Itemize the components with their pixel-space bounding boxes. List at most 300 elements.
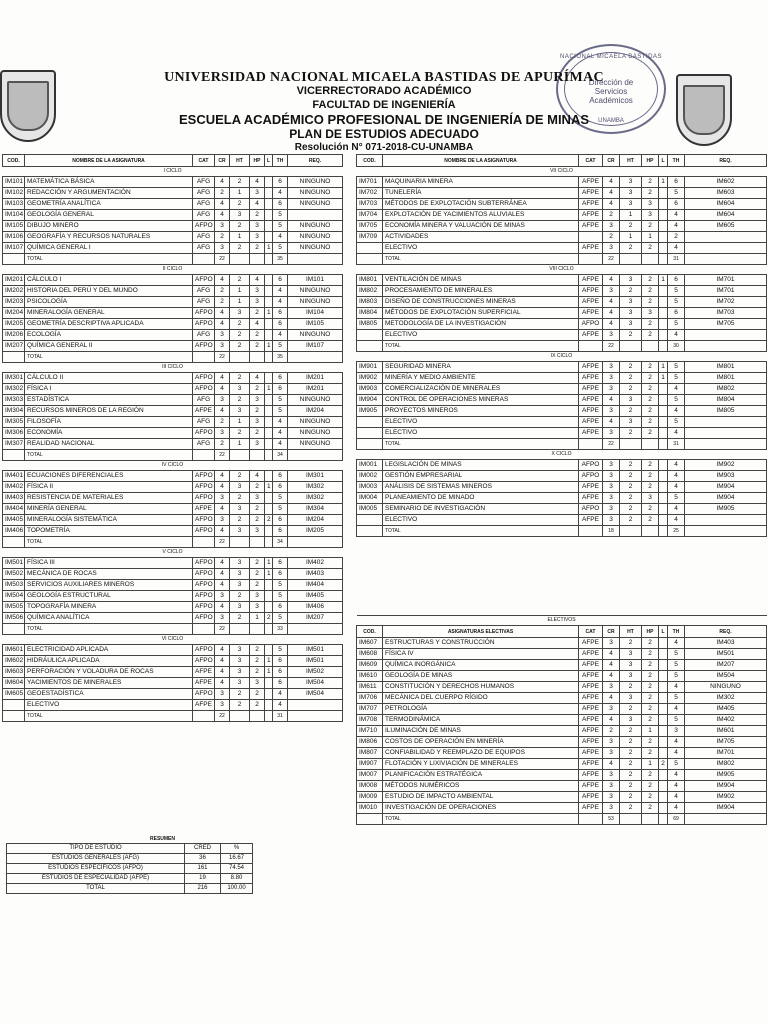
course-row [357, 221, 767, 232]
course-category: AFPO [193, 580, 215, 591]
header-course-code: COD. [357, 626, 383, 638]
course-code: IM007 [357, 770, 383, 781]
course-name: HISTORIA DEL PERÚ Y DEL MUNDO [25, 286, 193, 297]
theory-hours: 3 [230, 558, 250, 569]
header-prerequisite: REQ. [685, 626, 767, 638]
practice-hours: 3 [250, 395, 265, 406]
total-hours: 4 [273, 428, 288, 439]
course-category: AFPO [193, 471, 215, 482]
prerequisite: IM504 [685, 671, 767, 682]
prerequisite: IM204 [288, 515, 343, 526]
course-category: AFPO [579, 319, 603, 330]
prerequisite: IM201 [288, 384, 343, 395]
total-category [579, 526, 603, 537]
total-hours: 6 [273, 515, 288, 526]
theory-hours: 1 [230, 439, 250, 450]
course-code: IM404 [3, 504, 25, 515]
total-code [3, 537, 25, 548]
total-practice [250, 450, 265, 461]
credits: 3 [603, 737, 620, 748]
cycle-label: IV CICLO [3, 461, 343, 471]
course-code: IM403 [3, 493, 25, 504]
total-lab [265, 624, 273, 635]
practice-hours: 2 [250, 406, 265, 417]
total-hours: 33 [273, 624, 288, 635]
course-row [357, 428, 767, 439]
total-theory [620, 526, 642, 537]
course-name: FÍSICA II [25, 482, 193, 493]
lab-hours [659, 770, 668, 781]
practice-hours: 2 [250, 243, 265, 254]
header-practice-hours: HP [642, 626, 659, 638]
faculty-name: FACULTAD DE INGENIERÍA [312, 99, 456, 111]
total-row [3, 254, 343, 265]
credits: 4 [215, 580, 230, 591]
course-code: IM105 [3, 221, 25, 232]
total-label: TOTAL [383, 814, 579, 825]
prerequisite: IM105 [288, 319, 343, 330]
prerequisite: IM403 [685, 638, 767, 649]
course-name: ELECTIVO [383, 428, 579, 439]
lab-hours [659, 243, 668, 254]
course-name: PERFORACIÓN Y VOLADURA DE ROCAS [25, 667, 193, 678]
credits: 3 [215, 221, 230, 232]
course-row [3, 569, 343, 580]
theory-hours: 2 [620, 803, 642, 814]
total-code [357, 439, 383, 450]
course-code: IM601 [3, 645, 25, 656]
course-code: IM902 [357, 373, 383, 384]
course-name: GEOMETRÍA ANALÍTICA [25, 199, 193, 210]
practice-hours: 4 [250, 275, 265, 286]
prerequisite: IM302 [685, 693, 767, 704]
course-code: IM009 [357, 792, 383, 803]
course-code: IM701 [357, 177, 383, 188]
prerequisite: IM405 [685, 704, 767, 715]
total-label: TOTAL [25, 711, 193, 722]
practice-hours: 2 [642, 286, 659, 297]
theory-hours: 2 [230, 591, 250, 602]
total-lab [659, 341, 668, 352]
practice-hours: 2 [642, 417, 659, 428]
summary-row [7, 874, 253, 884]
school-name: ESCUELA ACADÉMICO PROFESIONAL DE INGENIERÍA DE MINAS [178, 112, 589, 127]
lab-hours: 2 [265, 613, 273, 624]
total-hours: 6 [273, 482, 288, 493]
course-name: CONSTITUCIÓN Y DERECHOS HUMANOS [383, 682, 579, 693]
theory-hours: 2 [620, 792, 642, 803]
prerequisite: IM502 [288, 667, 343, 678]
theory-hours: 2 [620, 737, 642, 748]
course-code: IM903 [357, 384, 383, 395]
cycle-heading-row [357, 616, 767, 626]
theory-hours: 2 [620, 770, 642, 781]
course-row [3, 319, 343, 330]
total-hours: 4 [668, 704, 685, 715]
course-row [357, 493, 767, 504]
prerequisite: IM705 [685, 737, 767, 748]
course-name: GEOESTADÍSTICA [25, 689, 193, 700]
total-hours: 4 [668, 460, 685, 471]
total-theory [230, 450, 250, 461]
course-name: EXPLOTACIÓN DE YACIMIENTOS ALUVIALES [383, 210, 579, 221]
course-code: IM506 [3, 613, 25, 624]
total-hours: 5 [273, 493, 288, 504]
theory-hours: 2 [230, 613, 250, 624]
course-code: IM802 [357, 286, 383, 297]
prerequisite: NINGUNO [288, 417, 343, 428]
credits: 4 [215, 678, 230, 689]
credits: 3 [603, 221, 620, 232]
total-hours: 4 [668, 792, 685, 803]
header-practice-hours: HP [642, 155, 659, 167]
course-name: ESTADÍSTICA [25, 395, 193, 406]
course-name: GESTIÓN EMPRESARIAL [383, 471, 579, 482]
practice-hours: 2 [642, 803, 659, 814]
credits: 2 [215, 188, 230, 199]
theory-hours: 1 [620, 232, 642, 243]
total-hours: 5 [668, 759, 685, 770]
total-practice [642, 526, 659, 537]
course-row [3, 493, 343, 504]
lab-hours [659, 210, 668, 221]
course-name: MINERÍA GENERAL [25, 504, 193, 515]
total-lab [659, 254, 668, 265]
course-code: IM611 [357, 682, 383, 693]
credits: 3 [603, 803, 620, 814]
total-hours: 4 [668, 384, 685, 395]
lab-hours: 1 [265, 308, 273, 319]
total-req [288, 254, 343, 265]
course-code: IM103 [3, 199, 25, 210]
cycle-label: X CICLO [357, 450, 767, 460]
lab-hours [659, 792, 668, 803]
course-code: IM302 [3, 384, 25, 395]
course-code: IM604 [3, 678, 25, 689]
course-category: AFPO [193, 656, 215, 667]
course-row [3, 526, 343, 537]
total-hours: 4 [273, 286, 288, 297]
credits: 3 [215, 493, 230, 504]
total-credits: 53 [603, 814, 620, 825]
practice-hours: 2 [250, 580, 265, 591]
course-code: IM004 [357, 493, 383, 504]
lab-hours [265, 297, 273, 308]
course-row [357, 704, 767, 715]
practice-hours: 3 [250, 602, 265, 613]
total-code [3, 624, 25, 635]
lab-hours [659, 482, 668, 493]
practice-hours: 2 [642, 638, 659, 649]
theory-hours: 3 [620, 308, 642, 319]
course-name: METODOLOGÍA DE LA INVESTIGACIÓN [383, 319, 579, 330]
lab-hours: 1 [265, 656, 273, 667]
total-hours: 6 [273, 602, 288, 613]
prerequisite: IM705 [685, 319, 767, 330]
credits: 3 [603, 286, 620, 297]
course-row [3, 199, 343, 210]
theory-hours: 2 [230, 275, 250, 286]
total-row [357, 526, 767, 537]
total-hours: 6 [273, 656, 288, 667]
theory-hours: 2 [230, 199, 250, 210]
total-hours: 5 [273, 406, 288, 417]
total-label: TOTAL [383, 439, 579, 450]
total-hours: 4 [668, 243, 685, 254]
credits: 4 [215, 558, 230, 569]
summary-study-type: TOTAL [7, 884, 185, 894]
total-hours: 4 [668, 803, 685, 814]
summary-study-type: ESTUDIOS DE ESPECIALIDAD (AFPE) [7, 874, 185, 884]
credits: 3 [215, 515, 230, 526]
total-lab [265, 352, 273, 363]
total-practice [250, 537, 265, 548]
practice-hours: 2 [250, 656, 265, 667]
practice-hours: 2 [642, 737, 659, 748]
credits: 3 [215, 341, 230, 352]
credits: 3 [215, 689, 230, 700]
course-name: SEMINARIO DE INVESTIGACIÓN [383, 504, 579, 515]
credits: 3 [603, 428, 620, 439]
prerequisite: IM602 [685, 177, 767, 188]
total-hours: 6 [668, 275, 685, 286]
credits: 3 [603, 504, 620, 515]
prerequisite: IM701 [685, 275, 767, 286]
course-category: AFPO [193, 308, 215, 319]
lab-hours [265, 428, 273, 439]
course-category: AFPO [579, 471, 603, 482]
lab-hours [265, 210, 273, 221]
lab-hours [659, 417, 668, 428]
total-row [3, 352, 343, 363]
course-row [357, 188, 767, 199]
lab-hours [265, 493, 273, 504]
total-hours: 34 [273, 537, 288, 548]
practice-hours: 2 [250, 558, 265, 569]
cycle-heading-row [3, 363, 343, 373]
lab-hours [659, 308, 668, 319]
lab-hours [265, 471, 273, 482]
summary-header-credits: CRED [185, 844, 221, 854]
course-code: IM008 [357, 781, 383, 792]
course-row [3, 286, 343, 297]
cycle-label: III CICLO [3, 363, 343, 373]
total-credits: 22 [603, 341, 620, 352]
prerequisite: NINGUNO [288, 243, 343, 254]
course-category: AFPE [579, 726, 603, 737]
total-req [685, 814, 767, 825]
lab-hours [659, 330, 668, 341]
prerequisite [685, 428, 767, 439]
lab-hours [265, 602, 273, 613]
course-code: IM704 [357, 210, 383, 221]
course-name: MINERÍA Y MEDIO AMBIENTE [383, 373, 579, 384]
course-row [357, 671, 767, 682]
course-name: FÍSICA III [25, 558, 193, 569]
course-code: IM702 [357, 188, 383, 199]
practice-hours: 2 [250, 482, 265, 493]
course-name: ELECTIVO [383, 330, 579, 341]
credits: 4 [215, 471, 230, 482]
summary-credits: 19 [185, 874, 221, 884]
prerequisite: IM207 [685, 660, 767, 671]
course-name: CÁLCULO I [25, 275, 193, 286]
course-code: IM907 [357, 759, 383, 770]
lab-hours [659, 493, 668, 504]
cycle-label: VIII CICLO [357, 265, 767, 275]
prerequisite: IM902 [685, 792, 767, 803]
course-category: AFPE [579, 297, 603, 308]
course-name: VENTILACIÓN DE MINAS [383, 275, 579, 286]
summary-header-row [7, 844, 253, 854]
course-category: AFPE [579, 493, 603, 504]
total-practice [642, 254, 659, 265]
course-category: AFPE [579, 748, 603, 759]
course-name: PLANEAMIENTO DE MINADO [383, 493, 579, 504]
header-course-category: CAT [579, 155, 603, 167]
course-category: AFPE [579, 286, 603, 297]
course-category: AFPE [579, 275, 603, 286]
total-code [3, 352, 25, 363]
total-credits: 22 [215, 450, 230, 461]
prerequisite [685, 330, 767, 341]
practice-hours: 3 [250, 221, 265, 232]
course-name: MATEMÁTICA BÁSICA [25, 177, 193, 188]
course-code: IM204 [3, 308, 25, 319]
course-row [3, 515, 343, 526]
course-name: FILOSOFÍA [25, 417, 193, 428]
header-theory-hours: HT [620, 626, 642, 638]
total-req [685, 439, 767, 450]
course-row [357, 737, 767, 748]
theory-hours: 3 [230, 645, 250, 656]
prerequisite: IM301 [288, 471, 343, 482]
theory-hours: 1 [230, 188, 250, 199]
course-category: AFPO [193, 428, 215, 439]
course-row [357, 660, 767, 671]
course-row [357, 319, 767, 330]
course-row [357, 693, 767, 704]
course-code [3, 700, 25, 711]
course-code: IM405 [3, 515, 25, 526]
course-code: IM504 [3, 591, 25, 602]
course-code [357, 330, 383, 341]
total-category [193, 537, 215, 548]
theory-hours: 2 [230, 330, 250, 341]
prerequisite: IM804 [685, 395, 767, 406]
table-header-row [357, 155, 767, 167]
prerequisite: NINGUNO [288, 232, 343, 243]
practice-hours: 3 [250, 526, 265, 537]
prerequisite: IM501 [685, 649, 767, 660]
theory-hours: 3 [230, 569, 250, 580]
credits: 3 [603, 781, 620, 792]
course-code: IM303 [3, 395, 25, 406]
prerequisite: IM802 [685, 759, 767, 770]
credits: 4 [215, 482, 230, 493]
course-code: IM905 [357, 406, 383, 417]
lab-hours [659, 504, 668, 515]
theory-hours: 3 [620, 660, 642, 671]
course-code: IM709 [357, 232, 383, 243]
theory-hours: 3 [230, 406, 250, 417]
lab-hours [265, 286, 273, 297]
course-name: HIDRÁULICA APLICADA [25, 656, 193, 667]
prerequisite [288, 210, 343, 221]
lab-hours [265, 678, 273, 689]
prerequisite: IM702 [685, 297, 767, 308]
course-row [3, 580, 343, 591]
lab-hours: 1 [659, 373, 668, 384]
lab-hours [659, 199, 668, 210]
course-code: IM501 [3, 558, 25, 569]
lab-hours: 1 [659, 362, 668, 373]
theory-hours: 2 [230, 243, 250, 254]
theory-hours: 2 [620, 330, 642, 341]
lab-hours [265, 526, 273, 537]
theory-hours: 2 [230, 689, 250, 700]
course-code: IM804 [357, 308, 383, 319]
curriculum-table-left [2, 154, 343, 722]
header-course-name: NOMBRE DE LA ASIGNATURA [25, 155, 193, 167]
practice-hours: 3 [642, 210, 659, 221]
prerequisite: IM902 [685, 460, 767, 471]
credits: 4 [603, 671, 620, 682]
course-category: AFPO [193, 319, 215, 330]
course-row [357, 515, 767, 526]
lab-hours: 1 [265, 558, 273, 569]
total-credits: 18 [603, 526, 620, 537]
theory-hours: 3 [620, 693, 642, 704]
summary-header-type: TIPO DE ESTUDIO [7, 844, 185, 854]
course-category: AFG [193, 210, 215, 221]
theory-hours: 3 [230, 384, 250, 395]
practice-hours: 2 [250, 308, 265, 319]
course-category: AFPE [579, 308, 603, 319]
total-hours: 5 [668, 715, 685, 726]
lab-hours [265, 689, 273, 700]
course-name: ELECTIVO [383, 417, 579, 428]
course-category: AFPE [579, 671, 603, 682]
theory-hours: 2 [620, 428, 642, 439]
practice-hours: 1 [250, 613, 265, 624]
theory-hours: 1 [230, 297, 250, 308]
theory-hours: 3 [620, 319, 642, 330]
practice-hours: 4 [250, 319, 265, 330]
header-theory-hours: HT [620, 155, 642, 167]
credits: 4 [603, 297, 620, 308]
lab-hours [265, 439, 273, 450]
total-hours: 4 [668, 504, 685, 515]
course-row [3, 471, 343, 482]
theory-hours: 2 [230, 341, 250, 352]
course-code: IM610 [357, 671, 383, 682]
practice-hours: 3 [250, 286, 265, 297]
total-theory [620, 439, 642, 450]
course-name: SEGURIDAD MINERA [383, 362, 579, 373]
theory-hours: 1 [620, 210, 642, 221]
lab-hours [659, 395, 668, 406]
prerequisite: NINGUNO [685, 682, 767, 693]
total-hours: 3 [668, 726, 685, 737]
total-practice [250, 624, 265, 635]
course-code: IM202 [3, 286, 25, 297]
prerequisite: IM207 [288, 613, 343, 624]
course-row [3, 558, 343, 569]
practice-hours: 2 [642, 515, 659, 526]
lab-hours: 1 [659, 177, 668, 188]
total-req [288, 352, 343, 363]
